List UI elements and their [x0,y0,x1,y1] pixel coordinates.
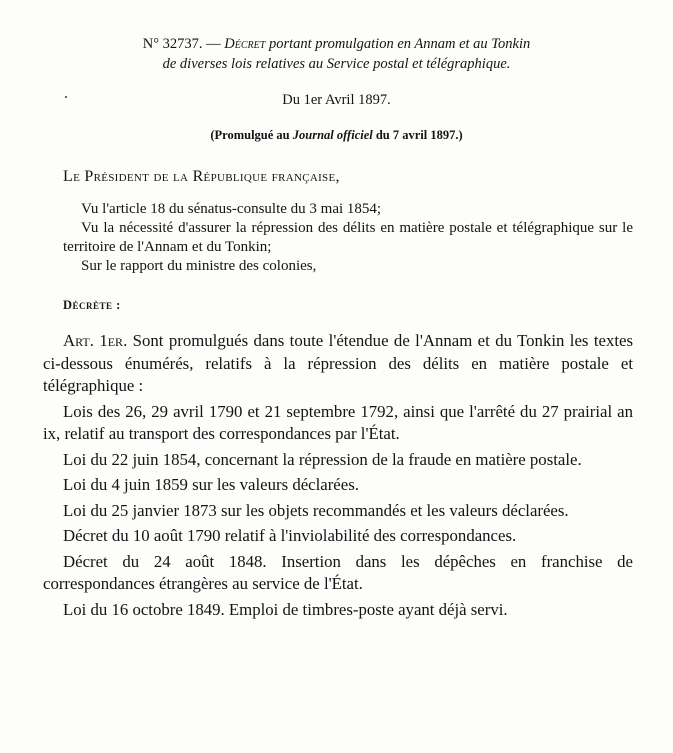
decrete-heading: Décrète : [63,298,121,312]
visa-paragraph: Vu la nécessité d'assurer la répression des délits en matière postale et télégraphique sur le territoire de l'Annam et du Tonkin; [63,220,633,255]
visas-block [63,200,633,276]
promulgation-suffix: du 7 avril 1897.) [372,128,463,142]
promulgation-prefix: (Promulgué au [210,128,293,142]
article-text: Sont promulgués dans toute l'étendue de l'Annam et du Tonkin les textes ci-dessous énumérés, relatifs à la répression des délits en matière postale et télégraphique : [43,331,633,395]
decree-title-line-2: de diverses lois relatives au Service postal et télégraphique. [162,56,511,72]
list-item: Loi du 4 juin 1859 sur les valeurs déclarées. [63,475,359,494]
list-item: Loi du 16 octobre 1849. Emploi de timbres-poste ayant déjà servi. [63,599,508,619]
list-item: Décret du 24 août 1848. Insertion dans les dépêches en franchise de correspondances étrangères au service de l'État. [43,551,633,593]
decret-word: Décret [224,36,266,52]
header-dash: — [202,36,225,52]
list-item: Lois des 26, 29 avril 1790 et 21 septembre 1792, ainsi que l'arrêté du 27 prairial an ix, relatif au transport des correspondances par l'État. [43,401,633,443]
decree-number: N° 32737. [142,36,203,52]
decree-title-rest: portant promulgation en Annam et au Tonkin [265,36,531,52]
article-label: Art. 1er. [63,331,128,350]
list-item: Décret du 10 août 1790 relatif à l'inviolabilité des correspondances. [63,526,517,545]
decree-date: Du 1er Avril 1897. [282,92,391,108]
visa-paragraph: Sur le rapport du ministre des colonies, [81,258,317,274]
promulgation-note [0,128,673,143]
journal-name: Journal officiel [292,128,373,142]
list-item: Loi du 25 janvier 1873 sur les objets recommandés et les valeurs déclarées. [63,500,569,520]
decree-body [43,330,633,624]
list-item: Loi du 22 juin 1854, concernant la répression de la fraude en matière postale. [63,449,582,469]
president-heading: Le Président de la République française, [63,168,340,185]
header-line-1 [0,34,673,54]
article-paragraph [43,330,633,398]
visa-paragraph: Vu l'article 18 du sénatus-consulte du 3 mai 1854; [81,201,382,217]
decree-header [0,34,673,74]
